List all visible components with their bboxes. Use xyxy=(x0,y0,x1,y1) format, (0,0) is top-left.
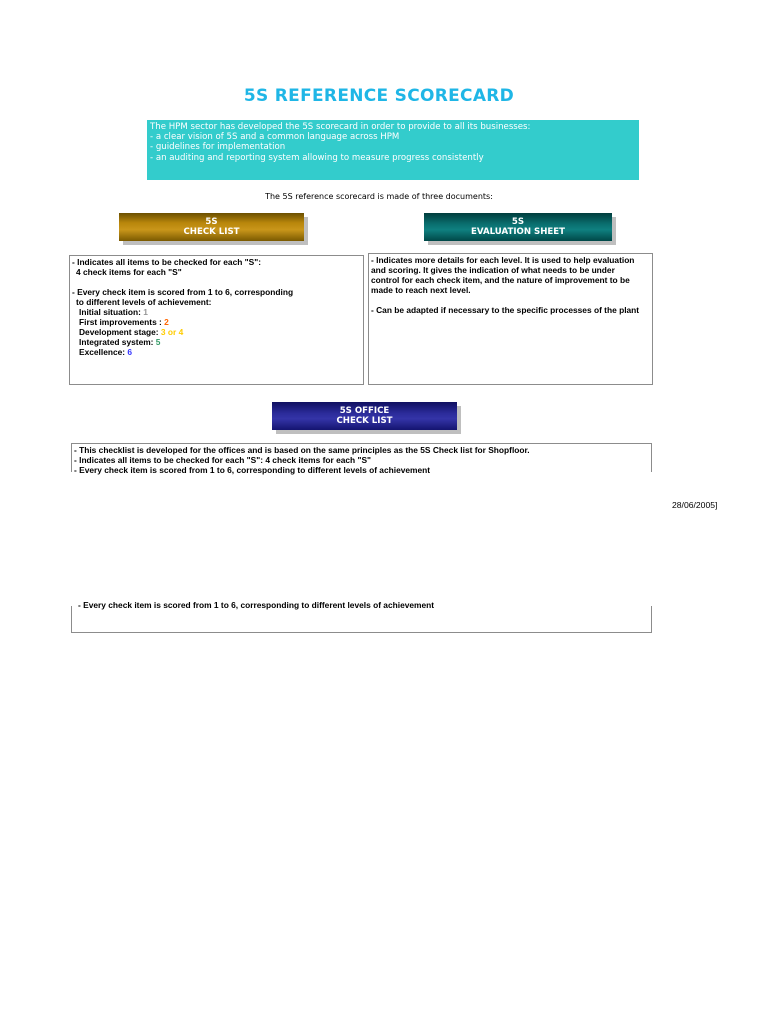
level-initial xyxy=(72,307,361,317)
office-text-cut: - Every check item is scored from 1 to 6, corresponding to different levels of achievement xyxy=(78,600,435,610)
date-stamp: 28/06/2005] xyxy=(672,500,718,510)
level-label: Development stage: xyxy=(79,327,161,337)
level-score: 3 or 4 xyxy=(160,327,184,337)
intro-line: - an auditing and reporting system allowing to measure progress consistently xyxy=(150,152,484,163)
level-development xyxy=(72,327,361,337)
check-list-text: - Indicates all items to be checked for each "S": xyxy=(72,257,261,267)
check-list-text: to different levels of achievement: xyxy=(76,297,212,307)
page-title: 5S REFERENCE SCORECARD xyxy=(243,86,515,106)
evaluation-sheet-button-line2: EVALUATION SHEET xyxy=(471,227,565,237)
office-check-list-button-line2: CHECK LIST xyxy=(336,416,393,426)
intro-line: - a clear vision of 5S and a common language across HPM xyxy=(150,132,400,143)
level-label: First improvements : xyxy=(79,317,165,327)
office-check-list-description xyxy=(71,443,652,475)
evaluation-sheet-description xyxy=(368,253,653,385)
check-list-button[interactable] xyxy=(119,213,304,241)
level-label: Excellence: xyxy=(79,347,128,357)
office-text: - Indicates all items to be checked for each "S": 4 check items for each "S" xyxy=(74,455,372,465)
evaluation-text: - Indicates more details for each level. It is used to help evaluation xyxy=(371,255,635,265)
level-score: 2 xyxy=(164,317,169,327)
office-check-list-description-continued xyxy=(71,600,652,633)
office-text: - This checklist is developed for the offices and is based on the same principles as the 5S Check list for Shopfloor. xyxy=(74,445,530,455)
documents-caption: The 5S reference scorecard is made of three documents: xyxy=(265,192,493,201)
evaluation-sheet-button-line1: 5S xyxy=(511,217,525,227)
check-list-button-line2: CHECK LIST xyxy=(183,227,240,237)
intro-box xyxy=(147,120,639,180)
evaluation-text: control for each check item, and the nature of improvement to be xyxy=(371,275,630,285)
evaluation-text: and scoring. It gives the indication of what needs to be under xyxy=(371,265,615,275)
level-label: Integrated system: xyxy=(79,337,156,347)
level-score: 5 xyxy=(155,337,161,347)
check-list-description xyxy=(69,255,364,385)
level-first-improvements xyxy=(72,317,361,327)
check-list-text: 4 check items for each "S" xyxy=(76,267,182,277)
evaluation-sheet-button[interactable] xyxy=(424,213,612,241)
evaluation-text: made to reach next level. xyxy=(371,285,471,295)
check-list-text: - Every check item is scored from 1 to 6, corresponding xyxy=(72,287,294,297)
evaluation-text: - Can be adapted if necessary to the specific processes of the plant xyxy=(371,305,640,315)
level-score: 6 xyxy=(127,347,133,357)
office-check-list-button-line1: 5S OFFICE xyxy=(339,406,390,416)
intro-line: - guidelines for implementation xyxy=(150,142,286,153)
level-excellence xyxy=(72,347,361,357)
level-integrated xyxy=(72,337,361,347)
level-label: Initial situation: xyxy=(79,307,144,317)
office-check-list-button[interactable] xyxy=(272,402,457,430)
check-list-button-line1: 5S xyxy=(205,217,218,227)
intro-line: The HPM sector has developed the 5S scorecard in order to provide to all its businesses: xyxy=(150,122,531,132)
level-score: 1 xyxy=(143,307,148,317)
office-text: - Every check item is scored from 1 to 6, corresponding to different levels of achievement xyxy=(74,465,431,475)
